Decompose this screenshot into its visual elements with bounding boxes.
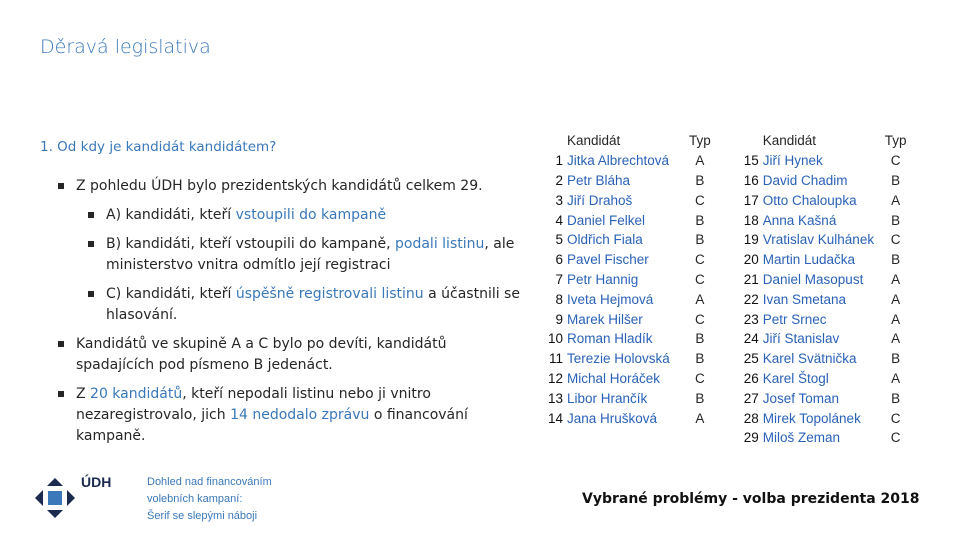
gap <box>713 270 739 290</box>
gap <box>713 388 739 408</box>
row-number: 3 <box>555 192 563 208</box>
candidate-type: A <box>891 291 901 307</box>
candidate-type: A <box>891 192 901 208</box>
candidate-name: Jiří Drahoš <box>567 192 633 208</box>
candidate-type: C <box>695 311 705 327</box>
candidate-type: B <box>695 390 705 406</box>
candidate-name: Roman Hladík <box>567 331 653 347</box>
question-heading: 1. Od kdy je kandidát kandidátem? <box>40 139 277 155</box>
candidate-name: Daniel Felkel <box>567 212 646 228</box>
table-row <box>543 349 909 369</box>
gap <box>713 250 739 270</box>
candidate-name: Ivan Smetana <box>762 291 847 307</box>
row-number: 1 <box>555 153 563 169</box>
dohled-text: Dohled nad financováním volebních kampaní: Šerif se slepými náboji <box>147 476 272 522</box>
row-number: 8 <box>555 291 563 307</box>
row-number: 18 <box>743 212 759 228</box>
footer-title: Vybrané problémy - volba prezidenta 2018 <box>582 491 920 507</box>
row-number: 28 <box>743 410 759 426</box>
row-number: 17 <box>743 192 759 208</box>
candidate-name: Daniel Masopust <box>762 271 864 287</box>
table-row <box>543 369 909 389</box>
candidate-type: C <box>695 271 705 287</box>
row-number: 10 <box>547 331 563 347</box>
candidate-name: Petr Hannig <box>567 271 639 287</box>
row-number: 2 <box>555 172 563 188</box>
gap <box>713 230 739 250</box>
candidate-name: Jana Hrušková <box>567 410 658 426</box>
candidate-name: Petr Srnec <box>762 311 827 327</box>
udh-logo-text: ÚDH <box>81 474 112 490</box>
row-number: 19 <box>743 232 759 248</box>
candidate-type: B <box>695 351 705 367</box>
candidate-name: David Chadim <box>762 172 848 188</box>
candidate-type: A <box>695 291 705 307</box>
candidate-name: Petr Bláha <box>567 172 631 188</box>
row-number: 29 <box>743 430 759 446</box>
gap <box>713 289 739 309</box>
table-row <box>543 190 909 210</box>
bullet-reports: Z 20 kandidátů, kteří nepodali listinu nebo ji vnitro nezaregistrovalo, jich 14 nedodalo zprávu o financování kampaně. <box>58 384 528 447</box>
row-number: 26 <box>743 370 759 386</box>
gap <box>713 329 739 349</box>
gap <box>713 428 739 448</box>
candidate-type: B <box>695 172 705 188</box>
candidate-name: Karel Svätnička <box>762 351 857 367</box>
candidate-name: Miloš Zeman <box>762 430 841 446</box>
row-number: 12 <box>547 370 563 386</box>
candidate-type: B <box>891 390 901 406</box>
row-number: 21 <box>743 271 759 287</box>
gap <box>713 369 739 389</box>
candidate-type: B <box>695 331 705 347</box>
table-row <box>543 151 909 171</box>
gap <box>713 151 739 171</box>
table-row <box>543 270 909 290</box>
gap <box>713 408 739 428</box>
candidate-name: Anna Kašná <box>762 212 837 228</box>
row-number: 4 <box>555 212 563 228</box>
bullet-list <box>58 176 528 455</box>
candidate-type: C <box>890 153 901 169</box>
bullet-b: B) kandidáti, kteří vstoupili do kampaně, podali listinu, ale ministerstvo vnitra odmítlo její registraci <box>88 234 528 276</box>
candidate-type: B <box>695 232 705 248</box>
candidate-type: A <box>891 370 901 386</box>
candidate-type: C <box>695 192 705 208</box>
row-number: 15 <box>743 153 759 169</box>
table-row <box>543 250 909 270</box>
udh-logo-icon <box>35 478 75 518</box>
candidate-name: Michal Horáček <box>567 370 661 386</box>
candidates-table <box>543 131 909 448</box>
row-number: 22 <box>743 291 759 307</box>
candidate-type: A <box>695 153 705 169</box>
candidate-name: Jitka Albrechtová <box>567 153 670 169</box>
gap <box>713 349 739 369</box>
candidate-type <box>687 428 713 448</box>
candidate-type: B <box>695 212 705 228</box>
bullet-a: A) kandidáti, kteří vstoupili do kampaně <box>88 205 528 226</box>
row-number: 5 <box>555 232 563 248</box>
candidate-name: Jiří Hynek <box>762 153 823 169</box>
bullet-c: C) kandidáti, kteří úspěšně registrovali listinu a účastnili se hlasování. <box>88 284 528 326</box>
candidate-type: B <box>891 172 901 188</box>
candidate-type: A <box>695 410 705 426</box>
candidate-type: C <box>890 410 901 426</box>
candidate-name: Vratislav Kulhánek <box>762 232 875 248</box>
row-number <box>543 428 565 448</box>
candidate-name <box>565 428 687 448</box>
table-row <box>543 230 909 250</box>
row-number: 13 <box>547 390 563 406</box>
candidate-type: C <box>890 232 901 248</box>
row-number: 24 <box>743 331 759 347</box>
row-number: 20 <box>743 252 759 268</box>
gap <box>713 171 739 191</box>
candidate-name: Pavel Fischer <box>567 252 649 268</box>
row-number: 25 <box>743 351 759 367</box>
gap <box>713 309 739 329</box>
row-number: 16 <box>743 172 759 188</box>
gap <box>713 190 739 210</box>
row-number: 6 <box>555 252 563 268</box>
candidate-type: A <box>891 331 901 347</box>
table-row <box>543 408 909 428</box>
candidate-name: Martin Ludačka <box>762 252 856 268</box>
row-number: 14 <box>547 410 563 426</box>
row-number: 11 <box>548 351 563 367</box>
candidate-name: Josef Toman <box>762 390 840 406</box>
table-row <box>543 171 909 191</box>
table-row <box>543 309 909 329</box>
candidate-type: C <box>890 430 901 446</box>
candidate-type: C <box>695 370 705 386</box>
table-row <box>543 388 909 408</box>
table-row <box>543 210 909 230</box>
row-number: 27 <box>743 390 759 406</box>
candidate-type: B <box>891 252 901 268</box>
candidate-name: Jiří Stanislav <box>762 331 840 347</box>
table-header: Kandidát Typ Kandidát Typ <box>567 133 907 149</box>
slide-title: Děravá legislativa <box>40 36 211 58</box>
candidate-name: Oldřich Fiala <box>567 232 643 248</box>
table-row <box>543 428 909 448</box>
candidate-name: Libor Hrančík <box>567 390 648 406</box>
candidate-type: B <box>891 212 901 228</box>
bullet-total: Z pohledu ÚDH bylo prezidentských kandidátů celkem 29. <box>58 176 528 197</box>
row-number: 23 <box>743 311 759 327</box>
candidate-type: A <box>891 311 901 327</box>
candidate-name: Otto Chaloupka <box>762 192 857 208</box>
row-number: 9 <box>555 311 563 327</box>
candidate-name: Marek Hilšer <box>567 311 643 327</box>
candidate-name: Mirek Topolánek <box>762 410 861 426</box>
bullet-groups: Kandidátů ve skupině A a C bylo po devíti, kandidátů spadajících pod písmeno B jedenáct. <box>58 334 528 376</box>
candidate-type: B <box>891 351 901 367</box>
candidate-name: Karel Štogl <box>762 370 829 386</box>
candidate-type: C <box>695 252 705 268</box>
gap <box>713 210 739 230</box>
row-number: 7 <box>555 271 563 287</box>
candidate-name: Iveta Hejmová <box>567 291 654 307</box>
table-row <box>543 289 909 309</box>
candidate-type: A <box>891 271 901 287</box>
table-row <box>543 329 909 349</box>
candidate-name: Terezie Holovská <box>567 351 670 367</box>
